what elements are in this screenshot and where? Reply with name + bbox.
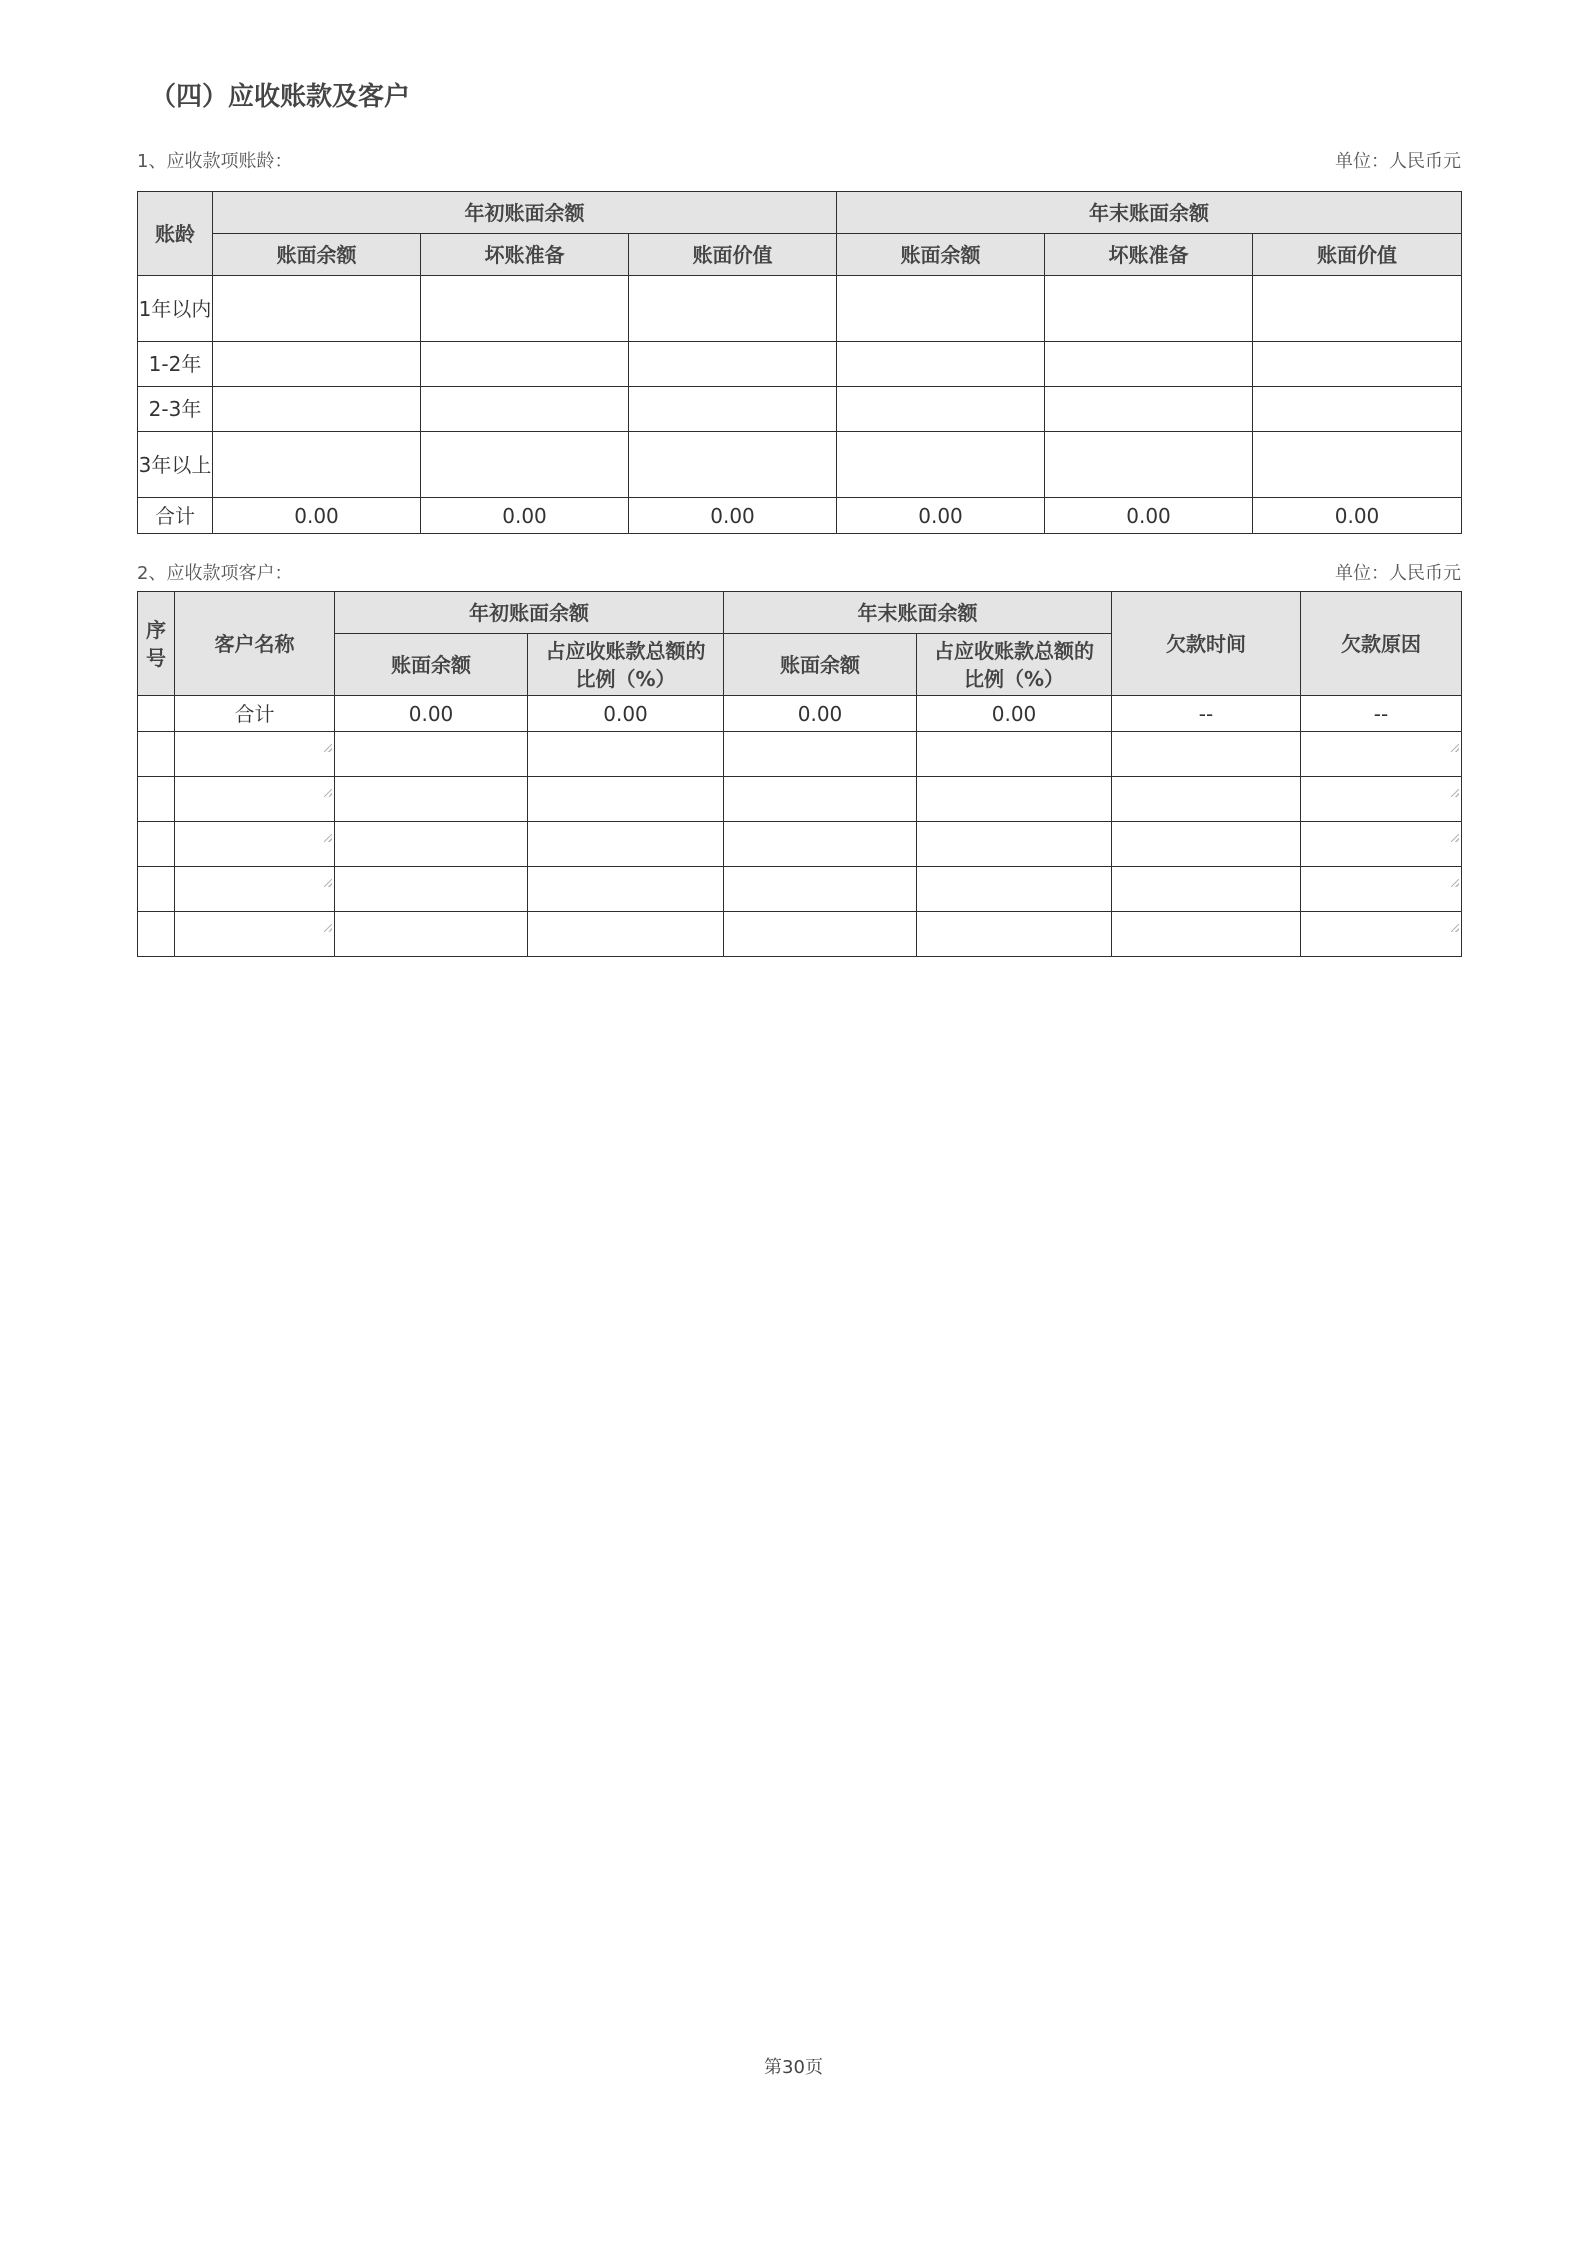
table-cell[interactable] <box>837 432 1045 498</box>
table-cell[interactable] <box>213 276 421 342</box>
aging-subheader: 账面余额 <box>213 234 421 276</box>
table-cell[interactable] <box>1253 432 1462 498</box>
table-cell[interactable] <box>917 867 1112 912</box>
aging-header-end: 年末账面余额 <box>837 192 1462 234</box>
table-cell[interactable] <box>917 777 1112 822</box>
table-cell[interactable] <box>629 276 837 342</box>
seq-cell[interactable] <box>138 732 175 777</box>
customer-name-input[interactable] <box>175 912 335 957</box>
table-cell[interactable] <box>1112 867 1301 912</box>
total-label: 合计 <box>175 696 335 732</box>
table-cell[interactable] <box>1253 342 1462 387</box>
table-cell[interactable] <box>213 342 421 387</box>
table-cell[interactable] <box>335 732 528 777</box>
seq-cell[interactable] <box>138 777 175 822</box>
table-cell[interactable] <box>837 387 1045 432</box>
table-cell[interactable] <box>724 777 917 822</box>
header-debt-time: 欠款时间 <box>1112 592 1301 696</box>
table-cell[interactable] <box>1253 387 1462 432</box>
table-cell[interactable] <box>335 822 528 867</box>
table-row <box>138 867 1462 912</box>
table-cell[interactable] <box>528 822 724 867</box>
table-cell[interactable] <box>917 822 1112 867</box>
table-row <box>138 732 1462 777</box>
table-cell[interactable] <box>528 732 724 777</box>
table-cell[interactable] <box>1045 432 1253 498</box>
total-value: 0.00 <box>837 498 1045 534</box>
table-cell[interactable] <box>528 777 724 822</box>
table-cell[interactable] <box>213 387 421 432</box>
table-cell[interactable] <box>1045 387 1253 432</box>
table-cell[interactable] <box>724 732 917 777</box>
total-value: 0.00 <box>1253 498 1462 534</box>
table-row <box>138 432 1462 498</box>
total-value: 0.00 <box>629 498 837 534</box>
header-customer-name: 客户名称 <box>175 592 335 696</box>
table-cell[interactable] <box>421 276 629 342</box>
table-cell[interactable] <box>1045 342 1253 387</box>
aging-table <box>137 191 1462 534</box>
aging-row-label: 1年以内 <box>138 276 213 342</box>
aging-subheader: 账面价值 <box>1253 234 1462 276</box>
seq-cell[interactable] <box>138 912 175 957</box>
aging-row-label: 1-2年 <box>138 342 213 387</box>
table-cell[interactable] <box>421 387 629 432</box>
aging-subheader: 账面余额 <box>837 234 1045 276</box>
customers-table <box>137 591 1462 957</box>
header-debt-reason: 欠款原因 <box>1301 592 1462 696</box>
debt-reason-input[interactable] <box>1301 732 1462 777</box>
table-cell[interactable] <box>421 432 629 498</box>
header-seq: 序号 <box>138 592 175 696</box>
table-row <box>138 387 1462 432</box>
table-cell[interactable] <box>917 912 1112 957</box>
total-value: 0.00 <box>724 696 917 732</box>
table-cell[interactable] <box>724 912 917 957</box>
total-row <box>138 498 1462 534</box>
subheader-ratio: 占应收账款总额的比例（%） <box>528 634 724 696</box>
table-row <box>138 822 1462 867</box>
subheader-ratio: 占应收账款总额的比例（%） <box>917 634 1112 696</box>
aging-label: 1、应收款项账龄： <box>137 151 293 172</box>
table-cell[interactable] <box>1112 777 1301 822</box>
section-title: （四）应收账款及客户 <box>150 82 411 112</box>
aging-row-label: 2-3年 <box>138 387 213 432</box>
customer-name-input[interactable] <box>175 867 335 912</box>
table-cell[interactable] <box>629 432 837 498</box>
total-value: 0.00 <box>528 696 724 732</box>
total-value: 0.00 <box>335 696 528 732</box>
seq-cell[interactable] <box>138 822 175 867</box>
subheader-balance: 账面余额 <box>724 634 917 696</box>
page-number: 第30页 <box>764 2057 823 2078</box>
aging-row-label: 3年以上 <box>138 432 213 498</box>
table-cell[interactable] <box>1253 276 1462 342</box>
table-cell[interactable] <box>1045 276 1253 342</box>
table-cell[interactable] <box>917 732 1112 777</box>
table-cell[interactable] <box>528 867 724 912</box>
total-row <box>138 696 1462 732</box>
table-cell[interactable] <box>335 777 528 822</box>
table-cell <box>138 696 175 732</box>
total-value: 0.00 <box>213 498 421 534</box>
table-cell[interactable] <box>1112 822 1301 867</box>
aging-header-begin: 年初账面余额 <box>213 192 837 234</box>
total-value: 0.00 <box>1045 498 1253 534</box>
aging-subheader: 坏账准备 <box>421 234 629 276</box>
debt-reason-input[interactable] <box>1301 912 1462 957</box>
table-row <box>138 276 1462 342</box>
table-row <box>138 342 1462 387</box>
table-cell[interactable] <box>724 867 917 912</box>
table-cell[interactable] <box>724 822 917 867</box>
header-end: 年末账面余额 <box>724 592 1112 634</box>
total-debt-time: -- <box>1112 696 1301 732</box>
aging-subheader: 坏账准备 <box>1045 234 1253 276</box>
aging-header-age: 账龄 <box>138 192 213 276</box>
table-cell[interactable] <box>629 342 837 387</box>
total-debt-reason: -- <box>1301 696 1462 732</box>
aging-unit: 单位：人民币元 <box>1335 151 1461 172</box>
debt-reason-input[interactable] <box>1301 867 1462 912</box>
debt-reason-input[interactable] <box>1301 822 1462 867</box>
total-value: 0.00 <box>421 498 629 534</box>
table-cell[interactable] <box>629 387 837 432</box>
debt-reason-input[interactable] <box>1301 777 1462 822</box>
subheader-balance: 账面余额 <box>335 634 528 696</box>
table-cell[interactable] <box>837 342 1045 387</box>
total-label: 合计 <box>138 498 213 534</box>
table-row <box>138 912 1462 957</box>
table-cell[interactable] <box>421 342 629 387</box>
customer-name-input[interactable] <box>175 822 335 867</box>
table-cell[interactable] <box>213 432 421 498</box>
table-cell[interactable] <box>528 912 724 957</box>
table-cell[interactable] <box>1112 732 1301 777</box>
aging-subheader: 账面价值 <box>629 234 837 276</box>
table-cell[interactable] <box>335 867 528 912</box>
customers-label: 2、应收款项客户： <box>137 563 293 584</box>
customers-unit: 单位：人民币元 <box>1335 563 1461 584</box>
customer-name-input[interactable] <box>175 732 335 777</box>
header-begin: 年初账面余额 <box>335 592 724 634</box>
table-cell[interactable] <box>1112 912 1301 957</box>
table-cell[interactable] <box>837 276 1045 342</box>
customer-name-input[interactable] <box>175 777 335 822</box>
table-cell[interactable] <box>335 912 528 957</box>
table-row <box>138 777 1462 822</box>
seq-cell[interactable] <box>138 867 175 912</box>
total-value: 0.00 <box>917 696 1112 732</box>
